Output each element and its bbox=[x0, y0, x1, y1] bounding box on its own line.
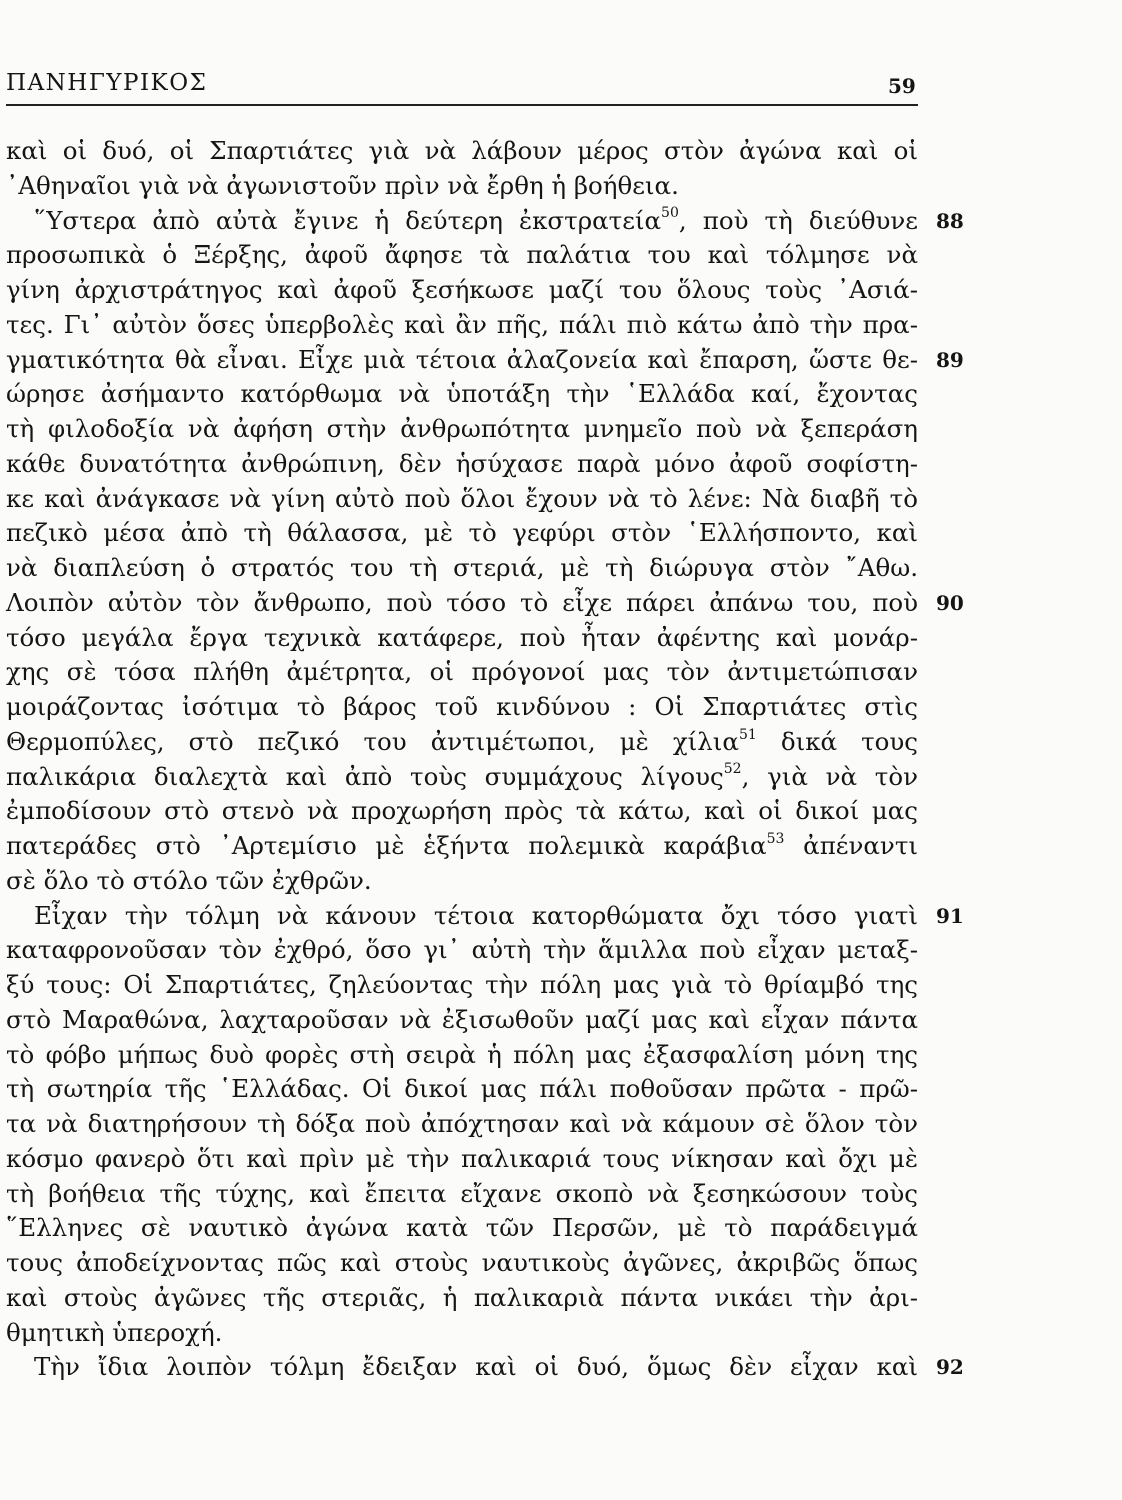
text-line bbox=[6, 134, 918, 169]
line-text: ᾿Αθηναῖοι γιὰ νὰ ἀγωνιστοῦν πρὶν νὰ ἔρθη ἡ βοήθεια. bbox=[6, 170, 679, 200]
text-line bbox=[6, 1316, 918, 1351]
line-text: τὴ βοήθεια τῆς τύχης, καὶ ἔπειτα εἴχανε σκοπὸ νὰ ξεσηκώσουν τοὺς bbox=[6, 1178, 918, 1208]
line-text: τὴ φιλοδοξία νὰ ἀφήση στὴν ἀνθρωπότητα μνημεῖο ποὺ νὰ ξεπεράση bbox=[6, 414, 918, 443]
header-rule bbox=[6, 104, 918, 106]
margin-section-number: 91 bbox=[936, 903, 964, 928]
line-text: καὶ οἱ δυό, οἱ Σπαρτιάτες γιὰ νὰ λάβουν μέρος στὸν ἀγώνα καὶ οἱ bbox=[6, 136, 918, 165]
line-text: κε καὶ ἀνάγκασε νὰ γίνη αὐτὸ ποὺ ὅλοι ἔχουν νὰ τὸ λένε: Νὰ διαβῆ τὸ bbox=[6, 483, 918, 513]
line-text-continued: , γιὰ νὰ τὸν bbox=[741, 761, 918, 791]
line-text: Εἶχαν τὴν τόλμη νὰ κάνουν τέτοια κατορθώματα ὄχι τόσο γιατὶ bbox=[34, 900, 918, 930]
line-text: τες. Γι᾿ αὐτὸν ὅσες ὑπερβολὲς καὶ ἂν πῆς, πάλι πιὸ κάτω ἀπὸ τὴν πρα- bbox=[6, 309, 918, 339]
text-line bbox=[6, 1072, 918, 1107]
line-text: προσωπικὰ ὁ Ξέρξης, ἀφοῦ ἄφησε τὰ παλάτια του καὶ τόλμησε νὰ bbox=[6, 240, 918, 270]
text-line bbox=[6, 1246, 918, 1281]
line-text: ώρησε ἀσήμαντο κατόρθωμα νὰ ὑποτάξη τὴν ῾Ελλάδα καί, ἔχοντας bbox=[6, 379, 918, 409]
page-number: 59 bbox=[888, 74, 916, 98]
text-line bbox=[6, 1003, 918, 1038]
line-text: θμητικὴ ὑπεροχή. bbox=[6, 1317, 223, 1347]
text-line bbox=[6, 655, 918, 690]
text-line bbox=[6, 169, 918, 204]
margin-section-number: 90 bbox=[936, 590, 964, 615]
line-text: Τὴν ἴδια λοιπὸν τόλμη ἔδειξαν καὶ οἱ δυό, ὅμως δὲν εἶχαν καὶ bbox=[34, 1352, 918, 1382]
text-line bbox=[6, 1281, 918, 1316]
text-line bbox=[6, 690, 918, 725]
text-line bbox=[6, 829, 918, 864]
line-text: στὸ Μαραθώνα, λαχταροῦσαν νὰ ἐξισωθοῦν μαζί μας καὶ εἶχαν πάντα bbox=[6, 1004, 918, 1034]
text-line bbox=[6, 899, 964, 934]
line-text: ἐμποδίσουν στὸ στενὸ νὰ προχωρήση πρὸς τὰ κάτω, καὶ οἱ δικοί μας bbox=[6, 796, 918, 826]
text-line bbox=[6, 794, 918, 829]
line-text: ῞Υστερα ἀπὸ αὐτὰ ἔγινε ἡ δεύτερη ἐκστρατεία bbox=[34, 205, 662, 235]
line-text: γίνη ἀρχιστράτηγος καὶ ἀφοῦ ξεσήκωσε μαζί του ὅλους τοὺς ᾿Ασιά- bbox=[6, 275, 918, 304]
footnote-marker: 52 bbox=[723, 761, 742, 778]
text-line bbox=[6, 447, 918, 482]
line-text: τα νὰ διατηρήσουν τὴ δόξα ποὺ ἀπόχτησαν καὶ νὰ κάμουν σὲ ὅλον τὸν bbox=[6, 1109, 918, 1138]
footnote-marker: 53 bbox=[766, 830, 785, 847]
text-line bbox=[6, 1107, 918, 1142]
text-line bbox=[6, 725, 918, 760]
text-line bbox=[6, 516, 918, 551]
margin-section-number: 88 bbox=[936, 208, 964, 233]
running-title: ΠΑΝΗΓΥΡΙΚΟΣ bbox=[6, 70, 208, 96]
text-line bbox=[6, 933, 918, 968]
line-text: κόσμο φανερὸ ὅτι καὶ πρὶν μὲ τὴν παλικαριά τους νίκησαν καὶ ὄχι μὲ bbox=[6, 1143, 918, 1173]
line-text: πατεράδες στὸ ᾿Αρτεμίσιο μὲ ἑξήντα πολεμικὰ καράβια bbox=[6, 831, 767, 860]
text-line bbox=[6, 760, 918, 795]
line-text: Θερμοπύλες, στὸ πεζικό του ἀντιμέτωποι, μὲ χίλια bbox=[6, 726, 739, 756]
text-line bbox=[6, 343, 964, 378]
text-line bbox=[6, 273, 918, 308]
line-text: χης σὲ τόσα πλήθη ἀμέτρητα, οἱ πρόγονοί μας τὸν ἀντιμετώπισαν bbox=[6, 657, 918, 687]
line-text: νὰ διαπλεύση ὁ στρατός του τὴ στεριά, μὲ τὴ διώρυγα στὸν ῎Αθω. bbox=[6, 553, 918, 582]
footnote-marker: 51 bbox=[738, 726, 757, 743]
line-text-continued: δικά τους bbox=[756, 726, 919, 756]
line-text: τους ἀποδείχνοντας πῶς καὶ στοὺς ναυτικοὺς ἀγῶνες, ἀκριβῶς ὅπως bbox=[6, 1248, 918, 1277]
body-text bbox=[6, 134, 964, 1385]
line-text: σὲ ὅλο τὸ στόλο τῶν ἐχθρῶν. bbox=[6, 865, 372, 895]
footnote-marker: 50 bbox=[661, 205, 679, 222]
line-text-continued: , ποὺ τὴ διεύθυνε bbox=[678, 205, 918, 235]
line-text: τὴ σωτηρία τῆς ῾Ελλάδας. Οἱ δικοί μας πάλι ποθοῦσαν πρῶτα - πρῶ- bbox=[6, 1074, 918, 1104]
line-text: ξύ τους: Οἱ Σπαρτιάτες, ζηλεύοντας τὴν πόλη μας γιὰ τὸ θρίαμβό της bbox=[6, 970, 918, 999]
text-line bbox=[6, 621, 918, 656]
text-line bbox=[6, 1142, 918, 1177]
line-text: γματικότητα θὰ εἶναι. Εἶχε μιὰ τέτοια ἀλαζονεία καὶ ἔπαρση, ὥστε θε- bbox=[6, 344, 918, 374]
line-text: καὶ στοὺς ἀγῶνες τῆς στεριᾶς, ἡ παλικαριὰ πάντα νικάει τὴν ἀρι- bbox=[6, 1282, 918, 1312]
text-line bbox=[6, 412, 918, 447]
text-line bbox=[6, 1177, 918, 1212]
text-line bbox=[6, 864, 918, 899]
text-line bbox=[6, 238, 918, 273]
text-line bbox=[6, 551, 918, 586]
text-line bbox=[6, 377, 918, 412]
line-text: ῞Ελληνες σὲ ναυτικὸ ἀγώνα κατὰ τῶν Περσῶν, μὲ τὸ παράδειγμά bbox=[6, 1213, 918, 1243]
text-line bbox=[6, 308, 918, 343]
text-line bbox=[6, 1211, 918, 1246]
text-line bbox=[6, 968, 918, 1003]
text-line bbox=[6, 482, 918, 517]
line-text: καταφρονοῦσαν τὸν ἐχθρό, ὅσο γι᾿ αὐτὴ τὴν ἅμιλλα ποὺ εἶχαν μεταξ- bbox=[6, 935, 918, 965]
text-line bbox=[6, 1038, 918, 1073]
line-text: τόσο μεγάλα ἔργα τεχνικὰ κατάφερε, ποὺ ἦταν ἀφέντης καὶ μονάρ- bbox=[6, 622, 918, 652]
line-text: παλικάρια διαλεχτὰ καὶ ἀπὸ τοὺς συμμάχους λίγους bbox=[6, 761, 724, 791]
line-text: μοιράζοντας ἰσότιμα τὸ βάρος τοῦ κινδύνου : Οἱ Σπαρτιάτες στὶς bbox=[6, 692, 918, 721]
line-text: τὸ φόβο μήπως δυὸ φορὲς στὴ σειρὰ ἡ πόλη μας ἐξασφαλίση μόνη της bbox=[6, 1039, 918, 1069]
text-line bbox=[6, 1350, 964, 1385]
line-text: Λοιπὸν αὐτὸν τὸν ἄνθρωπο, ποὺ τόσο τὸ εἶχε πάρει ἀπάνω του, ποὺ bbox=[6, 587, 918, 617]
margin-section-number: 92 bbox=[936, 1355, 964, 1380]
line-text: κάθε δυνατότητα ἀνθρώπινη, δὲν ἡσύχασε παρὰ μόνο ἀφοῦ σοφίστη- bbox=[6, 448, 918, 478]
line-text-continued: ἀπέναντι bbox=[784, 831, 918, 860]
text-line bbox=[6, 204, 964, 239]
margin-section-number: 89 bbox=[936, 347, 964, 372]
line-text: πεζικὸ μέσα ἀπὸ τὴ θάλασσα, μὲ τὸ γεφύρι στὸν ῾Ελλήσποντο, καὶ bbox=[6, 518, 918, 548]
text-line bbox=[6, 586, 964, 621]
